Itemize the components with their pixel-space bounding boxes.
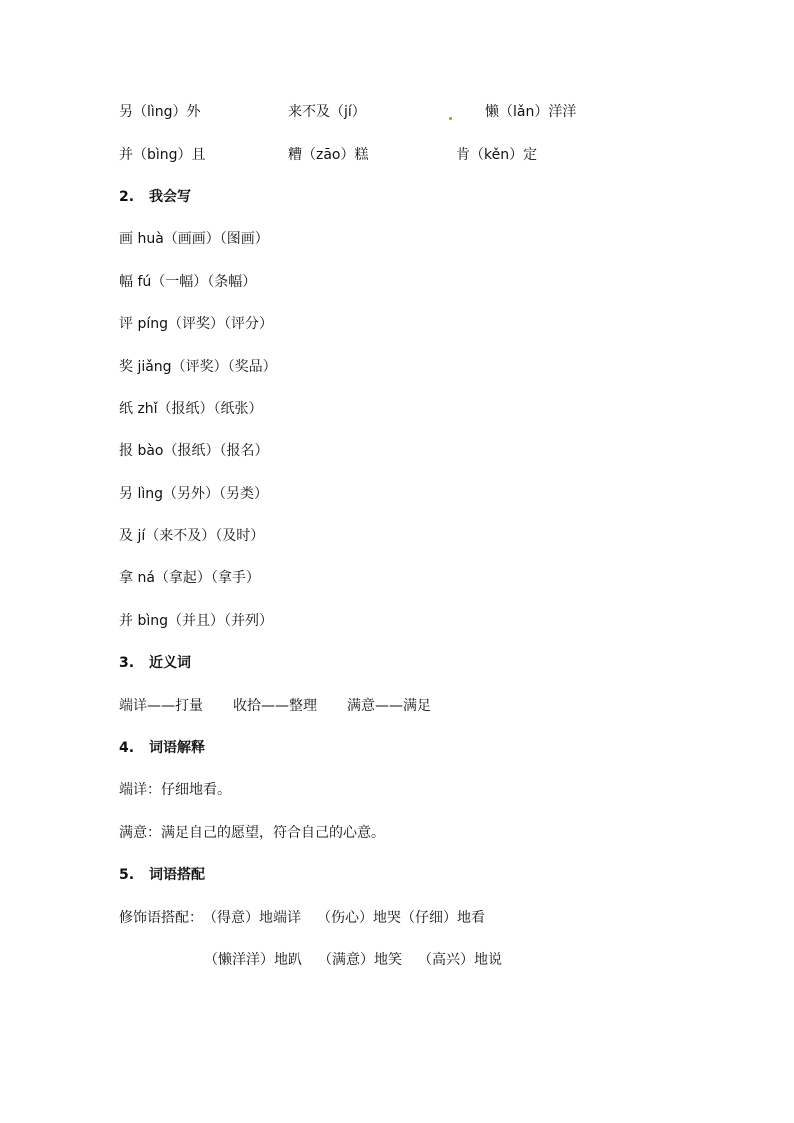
pinyin-word: 来不及（jí） (288, 104, 366, 120)
section-heading (119, 738, 205, 758)
section-title: 词语解释 (149, 740, 205, 756)
section-number: 4. (119, 740, 135, 756)
pinyin-word: 肯（kěn）定 (456, 147, 538, 163)
collocation-item: （满意）地笑 (318, 952, 402, 968)
section-number: 2. (119, 189, 135, 205)
synonym-pair: 满意——满足 (347, 698, 431, 714)
character-entry: 评 píng（评奖）（评分） (119, 316, 273, 332)
section-title: 我会写 (149, 189, 191, 205)
section-number: 5. (119, 867, 135, 883)
pinyin-word: 糟（zāo）糕 (288, 147, 369, 163)
synonym-row (119, 696, 461, 716)
definition-line: 端详：仔细地看。 (119, 782, 231, 798)
stray-mark (449, 117, 452, 120)
section-number: 3. (119, 655, 135, 671)
section-heading (119, 653, 191, 673)
collocation-item: （懒洋洋）地趴 (204, 952, 302, 968)
character-entry: 纸 zhǐ（报纸）（纸张） (119, 401, 263, 417)
pinyin-word: 并（bìng）且 (119, 147, 206, 163)
character-entry: 并 bìng（并且）（并列） (119, 613, 273, 629)
character-entry: 奖 jiǎng（评奖）（奖品） (119, 359, 277, 375)
character-entry: 及 jí（来不及）（及时） (119, 528, 265, 544)
section-heading (119, 187, 191, 207)
pinyin-word: 懒（lǎn）洋洋 (485, 104, 577, 120)
synonym-pair: 收拾——整理 (233, 698, 317, 714)
collocation-row (119, 908, 485, 928)
section-title: 词语搭配 (149, 867, 205, 883)
collocation-label: 修饰语搭配： (119, 910, 203, 926)
collocation-item: （高兴）地说 (418, 952, 502, 968)
character-entry: 画 huà（画画）（图画） (119, 231, 269, 247)
definition-line: 满意：满足自己的愿望，符合自己的心意。 (119, 825, 385, 841)
collocation-row (204, 950, 502, 970)
synonym-pair: 端详——打量 (119, 698, 203, 714)
character-entry: 拿 ná（拿起）（拿手） (119, 570, 260, 586)
collocation-item: （伤心）地哭（仔细）地看 (317, 910, 485, 926)
character-entry: 另 lìng（另外）（另类） (119, 486, 268, 502)
pinyin-word: 另（lìng）外 (119, 104, 201, 120)
character-entry: 幅 fú（一幅）（条幅） (119, 274, 257, 290)
section-title: 近义词 (149, 655, 191, 671)
character-entry: 报 bào（报纸）（报名） (119, 443, 269, 459)
section-heading (119, 865, 205, 885)
collocation-item: （得意）地端详 (203, 910, 301, 926)
